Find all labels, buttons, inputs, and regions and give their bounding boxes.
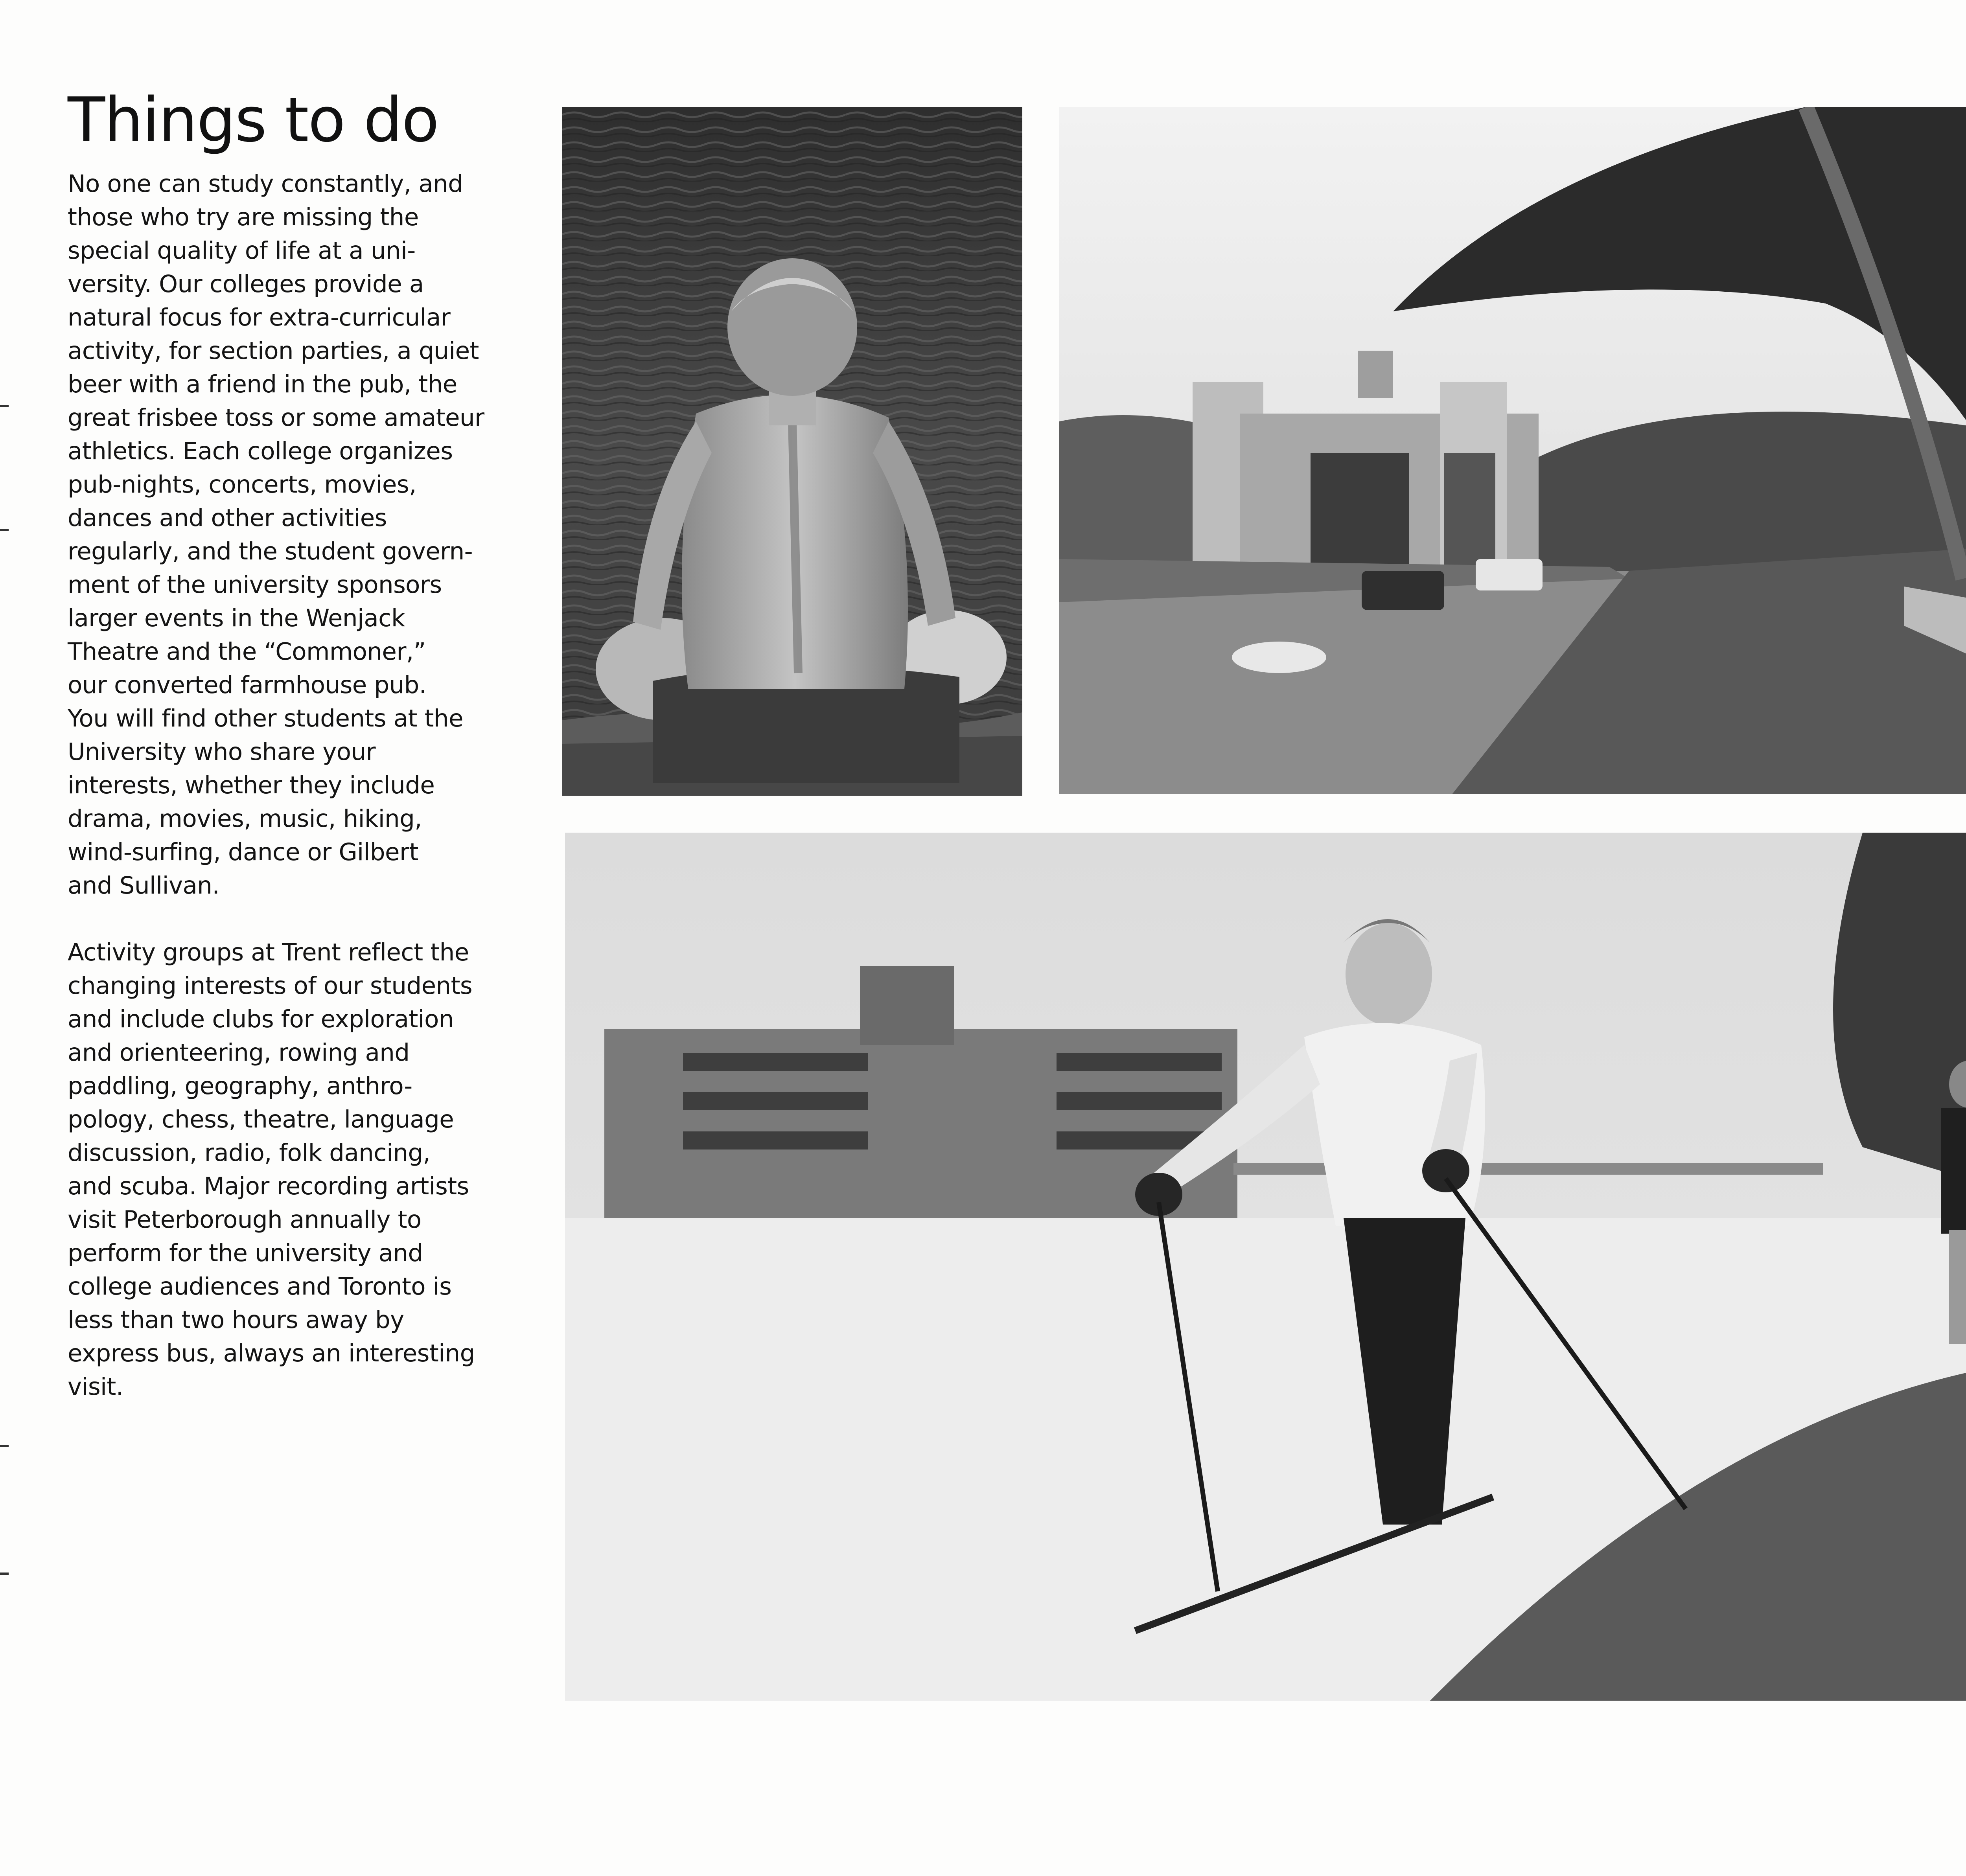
photo-cross-country-skier xyxy=(565,833,1966,1701)
body-text-column xyxy=(68,167,530,1403)
body-paragraph-2: Activity groups at Trent reflect the changing interests of our students and include clubs for exploration and orienteering, rowing and paddling, geography, anthro- pology, chess, theatre, language discussion, radio, folk dancing, and scuba. Major recording artists visit Peterborough annually to perform for the university and college audiences and Toronto is less than two hours away by express bus, always an interesting visit. xyxy=(68,938,475,1401)
photo-person-by-water xyxy=(562,107,1022,796)
edge-mark xyxy=(0,529,9,531)
edge-mark xyxy=(0,405,9,407)
photo-person-by-water-image xyxy=(562,107,1022,796)
photo-lift-lock-canal xyxy=(1059,107,1966,794)
edge-mark xyxy=(0,1573,9,1575)
edge-mark xyxy=(0,1445,9,1447)
page-title: Things to do xyxy=(68,84,438,156)
photo-cross-country-skier-image xyxy=(565,833,1966,1701)
photo-lift-lock-canal-image xyxy=(1059,107,1966,794)
body-paragraph-1: No one can study constantly, and those who try are missing the special quality of life at a uni- versity. Our colleges provide a natural focus for extra-curricular activity, for section parties, a quiet beer with a friend in the pub, the great frisbee toss or some amateur athletics. Each college organizes pub-nights, concerts, movies, dances and other activities regularly, and the student govern- ment of the university sponsors larger events in the Wenjack Theatre and the “Commoner,” our converted farmhouse pub. You will find other students at the University who share your interests, whether they include drama, movies, music, hiking, wind-surfing, dance or Gilbert and Sullivan. xyxy=(68,170,484,899)
